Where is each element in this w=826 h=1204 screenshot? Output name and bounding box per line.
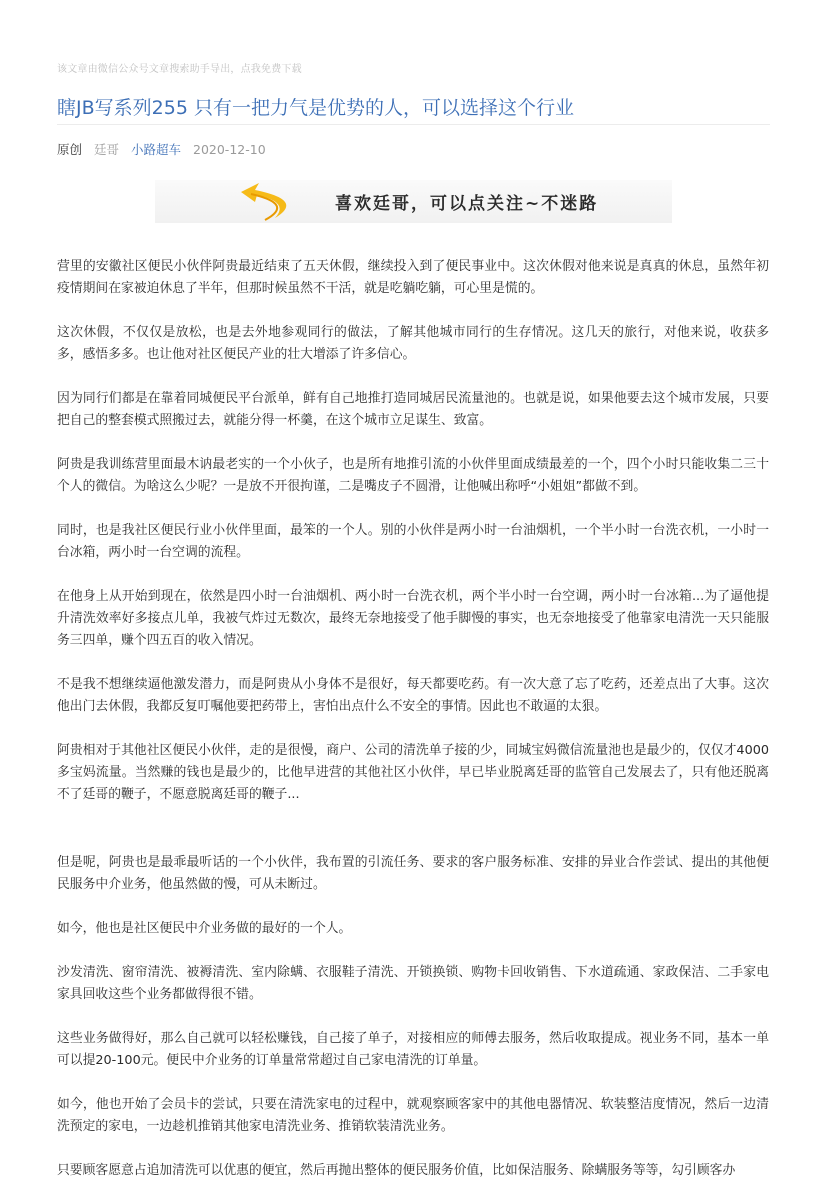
paragraph: 阿贵是我训练营里面最木讷最老实的一个小伙子，也是所有地推引流的小伙伴里面成绩最差的一个，四个小时只能收集二三十个人的微信。为啥这么少呢？一是放不开很拘谨，二是嘴皮子不圆滑，让他喊出称呼“小姐姐”都做不到。 <box>57 457 769 494</box>
paragraph: 因为同行们都是在靠着同城便民平台派单，鲜有自己地推打造同城居民流量池的。也就是说，如果他要去这个城市发展，只要把自己的整套模式照搬过去，就能分得一杯羹，在这个城市立足谋生、致富。 <box>57 391 769 428</box>
title-divider <box>57 124 770 125</box>
publish-date: 2020-12-10 <box>193 142 266 157</box>
paragraph: 这次休假，不仅仅是放松，也是去外地参观同行的做法，了解其他城市同行的生存情况。这几天的旅行，对他来说，收获多多，感悟多多。也让他对社区便民产业的壮大增添了许多信心。 <box>57 325 769 362</box>
paragraph: 如今，他也开始了会员卡的尝试，只要在清洗家电的过程中，就观察顾客家中的其他电器情况、软装整洁度情况，然后一边清洗预定的家电，一边趁机推销其他家电清洗业务、推销软装清洗业务。 <box>57 1097 769 1134</box>
banner-text: 喜欢廷哥，可以点关注~不迷路 <box>335 194 599 214</box>
paragraph: 同时，也是我社区便民行业小伙伴里面，最笨的一个人。别的小伙伴是两小时一台油烟机，一个半小时一台洗衣机，一小时一台冰箱，两小时一台空调的流程。 <box>57 523 769 560</box>
article-title: 瞎JB写系列255 只有一把力气是优势的人，可以选择这个行业 <box>57 97 574 119</box>
paragraph: 不是我不想继续逼他激发潜力，而是阿贵从小身体不是很好，每天都要吃药。有一次大意了忘了吃药，还差点出了大事。这次他出门去休假，我都反复叮嘱他要把药带上，害怕出点什么不安全的事情。因此也不敢逼的太狠。 <box>57 677 769 714</box>
paragraph: 但是呢，阿贵也是最乖最听话的一个小伙伴，我布置的引流任务、要求的客户服务标准、安排的异业合作尝试、提出的其他便民服务中介业务，他虽然做的慢，可从未断过。 <box>57 855 769 892</box>
paragraph: 沙发清洗、窗帘清洗、被褥清洗、室内除螨、衣服鞋子清洗、开锁换锁、购物卡回收销售、下水道疏通、家政保洁、二手家电家具回收这些个业务都做得很不错。 <box>57 965 769 1002</box>
article-body <box>57 256 769 1204</box>
original-label: 原创 <box>57 142 83 157</box>
paragraph: 这些业务做得好，那么自己就可以轻松赚钱，自己接了单子，对接相应的师傅去服务，然后收取提成。视业务不同，基本一单可以提20-100元。便民中介业务的订单量常常超过自己家电清洗的订单量。 <box>57 1031 769 1068</box>
article-meta <box>57 140 274 158</box>
account-name-link[interactable]: 小路超车 <box>131 142 182 157</box>
follow-banner-image <box>155 180 672 223</box>
swoosh-arrow-icon <box>155 180 335 223</box>
export-notice-link[interactable]: 该文章由微信公众号文章搜索助手导出，点我免费下载 <box>57 64 302 75</box>
paragraph: 只要顾客愿意占追加清洗可以优惠的便宜，然后再抛出整体的便民服务价值，比如保洁服务、除螨服务等等，勾引顾客办 <box>57 1163 736 1178</box>
paragraph: 在他身上从开始到现在，依然是四小时一台油烟机、两小时一台洗衣机，两个半小时一台空调，两小时一台冰箱...为了逼他提升清洗效率好多接点儿单，我被气炸过无数次，最终无奈地接受了他手脚慢的事实，也无奈地接受了他靠家电清洗一天只能服务三四单，赚个四五百的收入情况。 <box>57 589 769 648</box>
paragraph: 营里的安徽社区便民小伙伴阿贵最近结束了五天休假，继续投入到了便民事业中。这次休假对他来说是真真的休息，虽然年初疫情期间在家被迫休息了半年，但那时候虽然不干活，就是吃躺吃躺，可心里是慌的。 <box>57 259 769 296</box>
paragraph: 如今，他也是社区便民中介业务做的最好的一个人。 <box>57 921 352 936</box>
author-name: 廷哥 <box>94 142 120 157</box>
paragraph: 阿贵相对于其他社区便民小伙伴，走的是很慢，商户、公司的清洗单子接的少，同城宝妈微信流量池也是最少的，仅仅才4000多宝妈流量。当然赚的钱也是最少的，比他早进营的其他社区小伙伴，早已毕业脱离廷哥的监管自己发展去了，只有他还脱离不了廷哥的鞭子，不愿意脱离廷哥的鞭子... <box>57 743 769 802</box>
